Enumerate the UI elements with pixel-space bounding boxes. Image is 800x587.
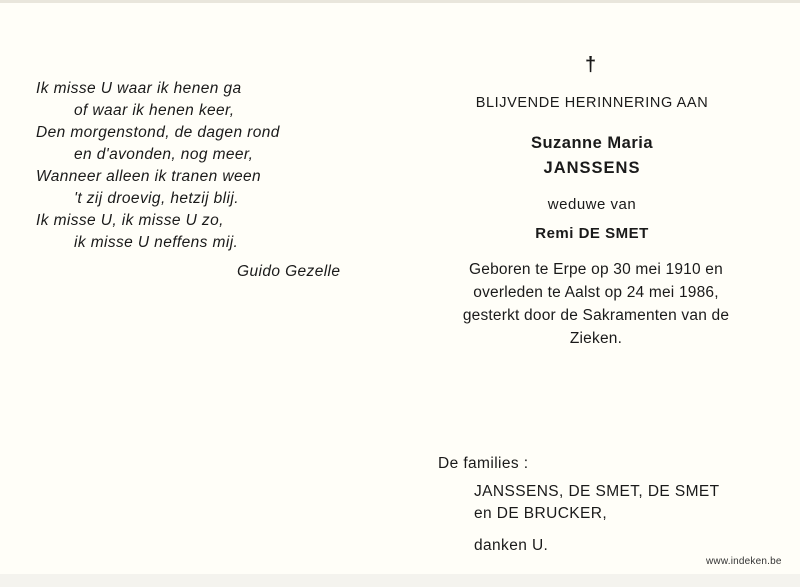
poem-line: ik misse U neffens mij. (74, 234, 239, 251)
families-thanks: danken U. (474, 537, 549, 554)
family-names-line: JANSSENS, DE SMET, DE SMET (474, 483, 720, 500)
deceased-surname: JANSSENS (543, 159, 641, 177)
biography-line: Zieken. (569, 330, 623, 347)
poem-line: Wanneer alleen ik tranen ween (36, 168, 262, 185)
biography (436, 258, 756, 350)
poem-author: Guido Gezelle (237, 263, 341, 280)
poem-line: Ik misse U waar ik henen ga (36, 80, 242, 97)
card-top-edge (0, 0, 800, 3)
poem-line: Den morgenstond, de dagen rond (36, 124, 280, 141)
biography-line: overleden te Aalst op 24 mei 1986, (473, 284, 719, 301)
widow-of-label: weduwe van (547, 196, 637, 213)
poem (36, 78, 280, 254)
deceased-given-names: Suzanne Maria (530, 134, 654, 152)
poem-line: en d'avonden, nog meer, (74, 146, 254, 163)
biography-line: gesterkt door de Sakramenten van de (462, 307, 730, 324)
family-names-line: en DE BRUCKER, (474, 505, 608, 522)
spouse-name: Remi DE SMET (535, 225, 649, 242)
biography-line: Geboren te Erpe op 30 mei 1910 en (469, 261, 723, 278)
cross-icon: † (585, 54, 597, 76)
watermark: www.indeken.be (706, 556, 782, 567)
card-bottom-edge (0, 574, 800, 587)
poem-line: of waar ik henen keer, (74, 102, 235, 119)
memorial-heading: BLIJVENDE HERINNERING AAN (475, 95, 709, 111)
families-label: De families : (438, 455, 529, 472)
poem-line: Ik misse U, ik misse U zo, (36, 212, 224, 229)
family-names (474, 481, 720, 525)
poem-line: 't zij droevig, hetzij blij. (74, 190, 239, 207)
